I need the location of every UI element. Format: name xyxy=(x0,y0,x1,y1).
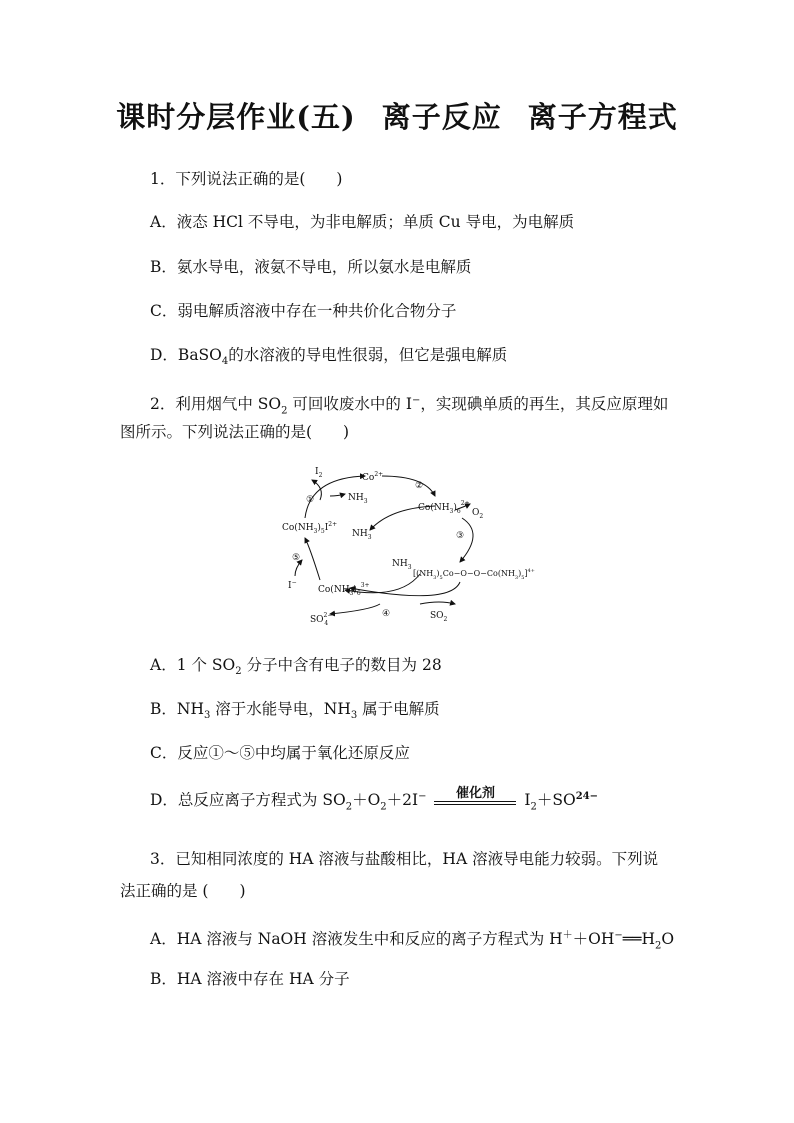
q2-stem-line-2: 图所示。下列说法正确的是( ) xyxy=(120,423,350,441)
label-step-3: ③ xyxy=(456,531,465,541)
q2-option-d: D．总反应离子方程式为 $SO_2+O_2+2I^-$ 催化剂 $I_2+SO^{24-}$ xyxy=(150,786,598,818)
label-co-nh3-6-2plus: $Co(NH_3)_6^{2+}$ xyxy=(418,500,470,515)
label-nh3-2: $NH_3$ xyxy=(352,529,372,541)
q2-option-c: C．反应①～⑤中均属于氧化还原反应 xyxy=(150,744,410,762)
label-i2: $I_2$ xyxy=(315,467,323,479)
arrow-step-5 xyxy=(305,538,320,580)
q1-stem: 1．下列说法正确的是( ) xyxy=(150,170,343,188)
catalyst-equals-sign: 催化剂 xyxy=(434,787,516,815)
arrow-so2-in xyxy=(420,602,455,604)
label-co-nh3-6-3plus: $Co(NH_3)_6^{3+}$ xyxy=(318,582,370,597)
q1-option-a: A．液态 HCl 不导电，为非电解质；单质 Cu 导电，为电解质 xyxy=(150,213,575,231)
q2-option-a: A．1 个 $SO_2$ 分子中含有电子的数目为 28 xyxy=(150,656,442,678)
label-step-2: ② xyxy=(415,481,424,491)
q1-option-d: D．BaSO$_4$的水溶液的导电性很弱，但它是强电解质 xyxy=(150,346,508,368)
arrow-nh3-in-1 xyxy=(330,494,345,496)
label-so4: $SO^{2-}$ 4 xyxy=(310,612,333,627)
page-title xyxy=(0,95,794,136)
label-peroxo-complex: $[(NH_3)_5Co-O-O-Co(NH_3)_5]^{4+}$ xyxy=(413,568,535,581)
label-so2: $SO_2$ xyxy=(430,611,448,623)
label-step-4: ④ xyxy=(382,609,391,619)
title-part-3: 离子方程式 xyxy=(527,100,678,134)
q1-option-c: C．弱电解质溶液中存在一种共价化合物分子 xyxy=(150,302,457,320)
label-nh3-1: $NH_3$ xyxy=(348,493,368,505)
q1-option-b: B．氨水导电，液氨不导电，所以氨水是电解质 xyxy=(150,258,472,276)
q3-option-a: A．HA 溶液与 NaOH 溶液发生中和反应的离子方程式为 $H^++OH^-══H_2O$ xyxy=(150,930,675,952)
q3-option-b: B．HA 溶液中存在 HA 分子 xyxy=(150,970,350,988)
title-part-2: 离子反应 xyxy=(381,100,502,134)
label-co2plus: $Co^{2+}$ xyxy=(362,471,384,483)
label-nh3-3: $NH_3$ xyxy=(392,559,412,571)
q3-stem-line-1: 3．已知相同浓度的 HA 溶液与盐酸相比，HA 溶液导电能力较弱。下列说 xyxy=(150,850,659,868)
reaction-cycle-diagram xyxy=(270,458,560,638)
label-i-minus: I− xyxy=(288,579,297,591)
label-o2: $O_2$ xyxy=(472,508,484,520)
q2-option-b: B．$NH_3$ 溶于水能导电，$NH_3$ 属于电解质 xyxy=(150,700,440,722)
label-co-nh3-5-i2plus: $Co(NH_3)_5I^{2+}$ xyxy=(282,521,338,535)
label-step-5: ⑤ xyxy=(292,553,301,563)
q3-stem-line-2: 法正确的是 ( ) xyxy=(120,882,246,900)
arrow-so4-out xyxy=(330,604,380,614)
arrow-step-2 xyxy=(382,476,435,496)
q2-stem-line-1: 2．利用烟气中 $SO_2$ 可回收废水中的 I−，实现碘单质的再生，其反应原理如 xyxy=(150,395,669,417)
label-step-1: ① xyxy=(306,495,315,505)
title-part-1: 课时分层作业(五) xyxy=(116,100,356,134)
